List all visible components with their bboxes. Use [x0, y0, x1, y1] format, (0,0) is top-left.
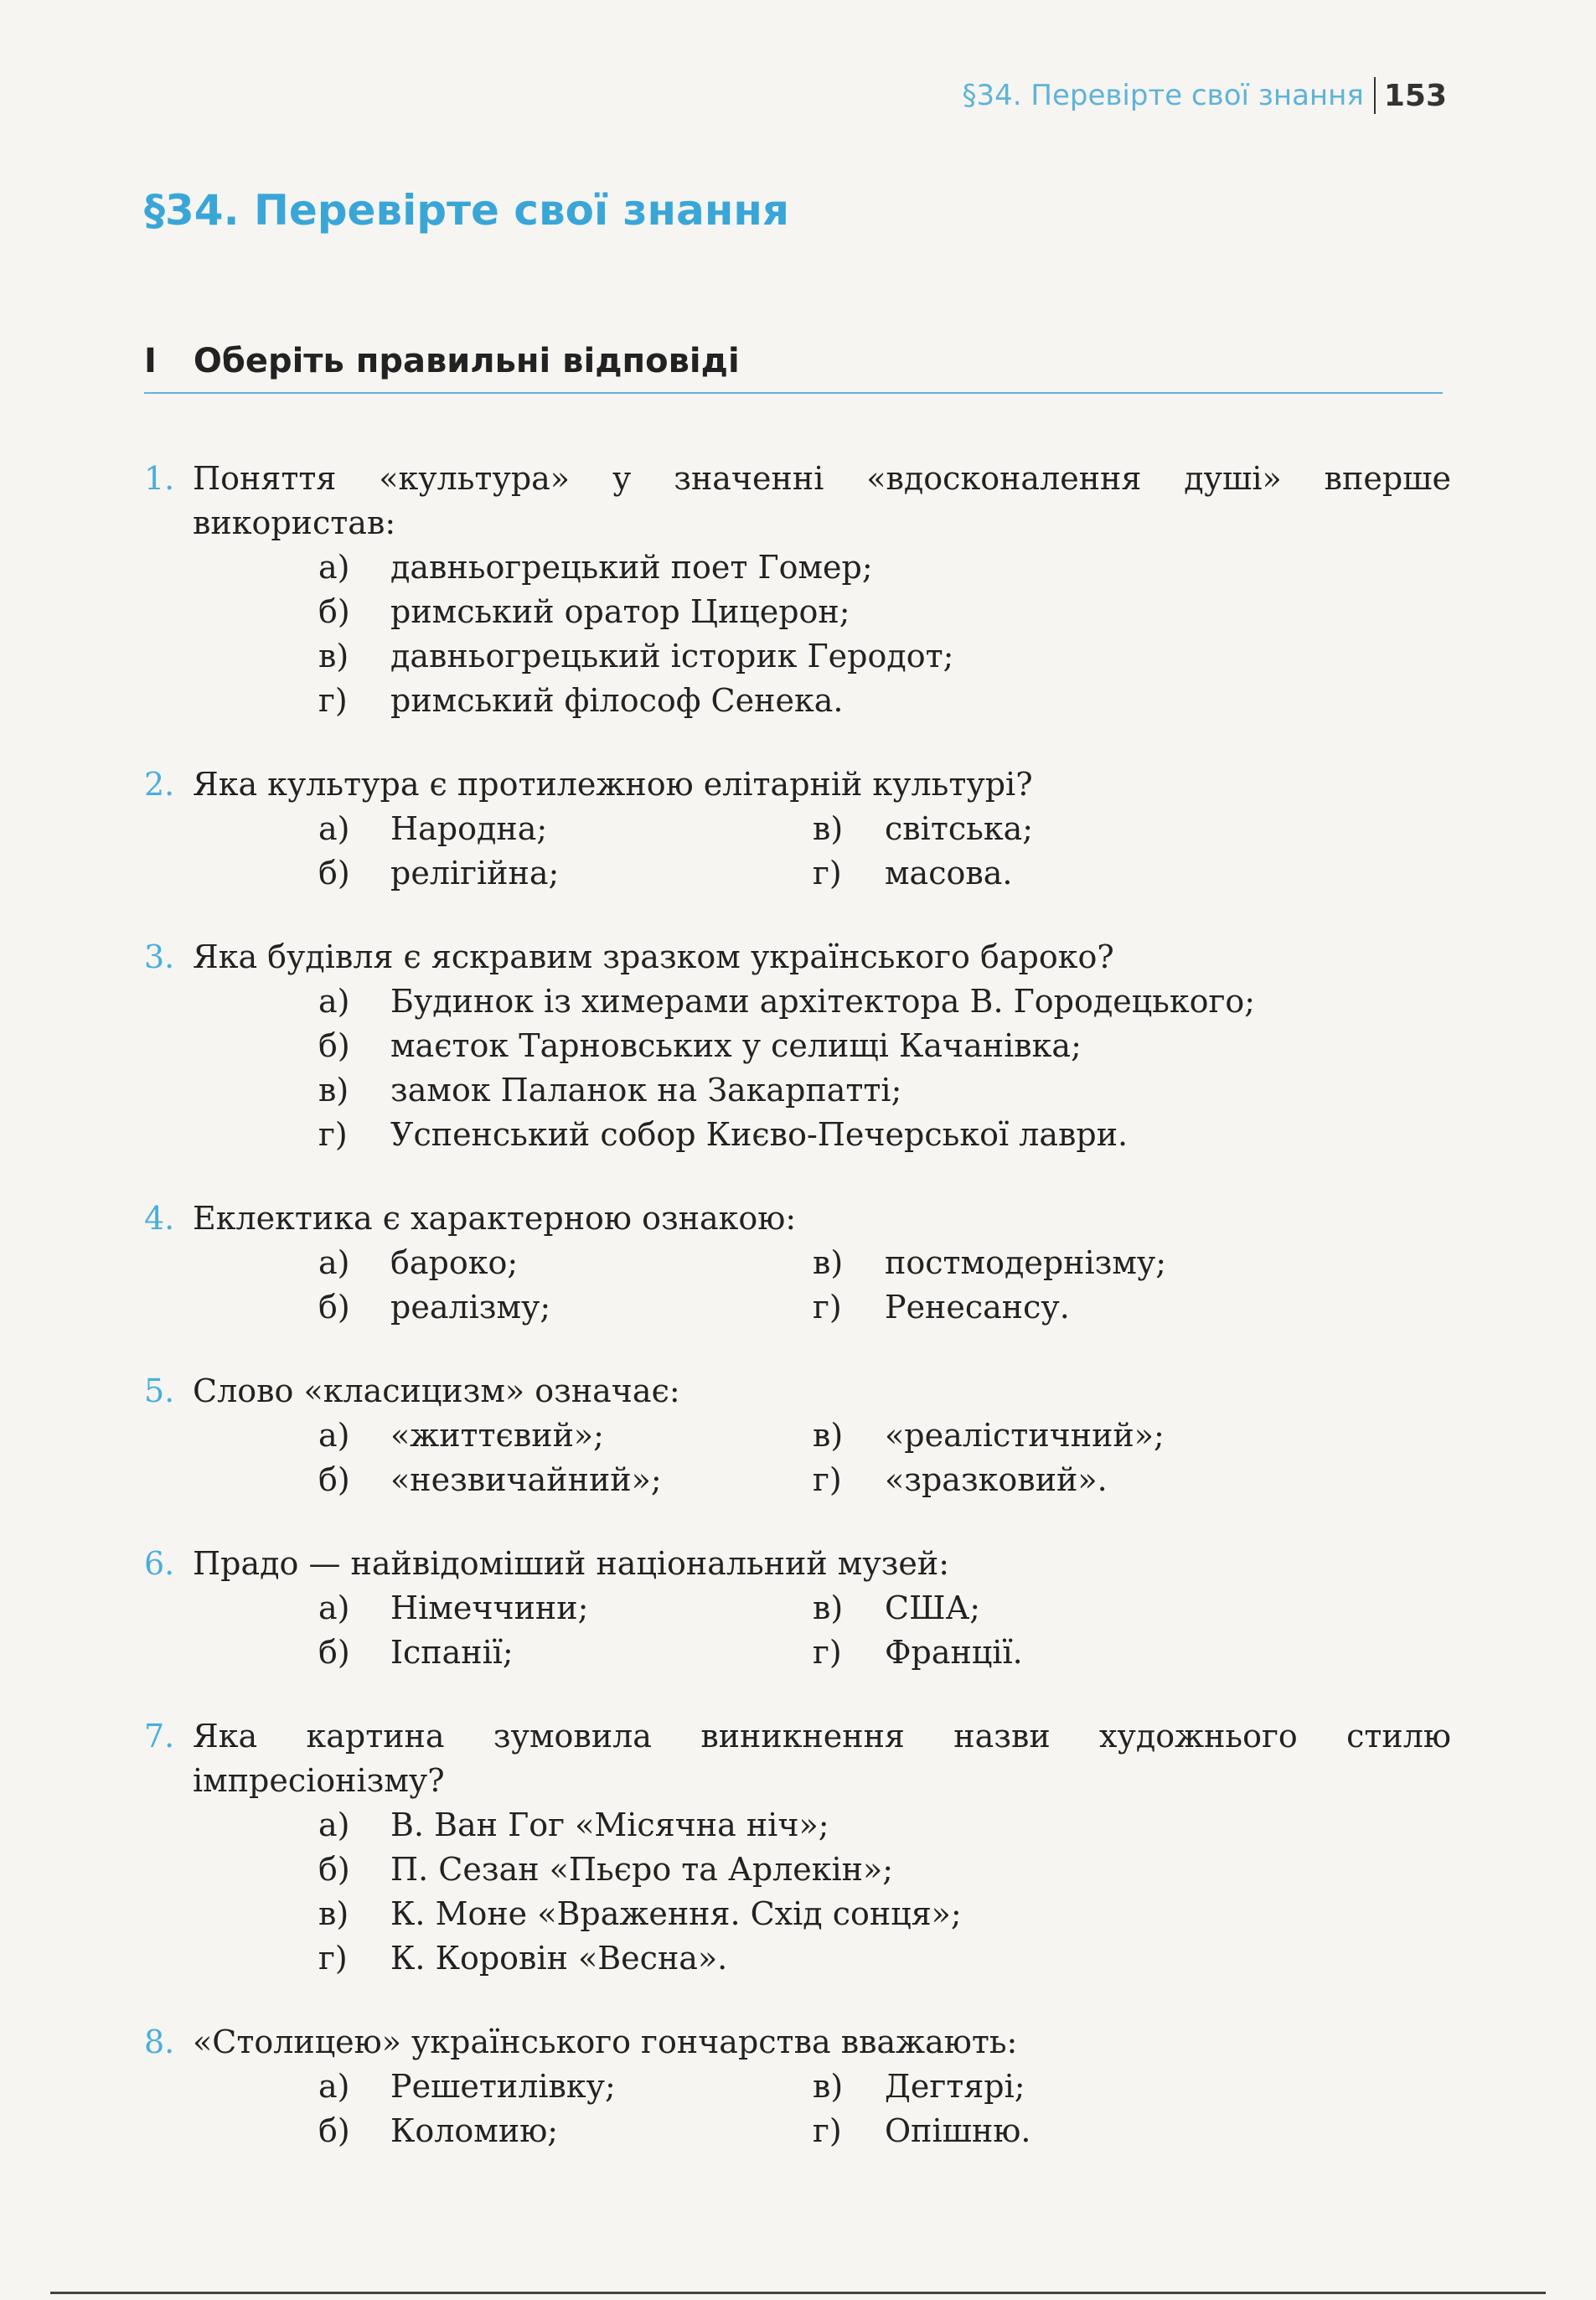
option-letter: а)	[318, 549, 350, 586]
answer-option	[318, 1458, 813, 1502]
option-text: маєток Тарновських у селищі Качанівка;	[390, 1027, 1082, 1064]
option-letter: а)	[318, 983, 350, 1020]
option-letter: б)	[318, 1634, 350, 1671]
option-letter: г)	[318, 1116, 348, 1153]
option-text: «реалістичний»;	[885, 1417, 1165, 1454]
option-letter: в)	[813, 1417, 844, 1454]
answer-option	[813, 2109, 1315, 2153]
section-heading	[144, 342, 1443, 394]
answer-options	[318, 807, 1451, 896]
option-letter: б)	[318, 1851, 350, 1888]
answer-option	[318, 1024, 1451, 1068]
answer-option	[318, 545, 1451, 590]
option-text: римський оратор Цицерон;	[390, 593, 850, 630]
option-letter: а)	[318, 1589, 350, 1626]
option-letter: в)	[813, 1244, 844, 1281]
option-text: К. Коровін «Весна».	[390, 1940, 728, 1977]
question-text: Поняття «культура» у значенні «вдосконалення душі» вперше використав:	[193, 460, 1451, 541]
answer-option	[318, 1285, 813, 1330]
answer-option	[318, 979, 1451, 1024]
answer-option	[318, 1113, 1451, 1157]
question-number: 2.	[144, 766, 175, 803]
answer-option	[318, 590, 1451, 634]
question-number: 3.	[144, 938, 175, 975]
option-letter: б)	[318, 1289, 350, 1326]
section-number: I	[144, 342, 157, 380]
option-text: США;	[885, 1589, 981, 1626]
option-text: реалізму;	[390, 1289, 551, 1326]
answer-options	[318, 1803, 1451, 1981]
option-text: К. Моне «Враження. Схід сонця»;	[390, 1895, 962, 1932]
bottom-rule	[50, 2292, 1546, 2294]
question-4	[144, 1197, 1451, 1330]
question-number: 7.	[144, 1718, 175, 1755]
option-letter: г)	[813, 1289, 842, 1326]
option-text: давньогрецький історик Геродот;	[390, 638, 954, 674]
answer-options	[318, 545, 1451, 723]
option-text: Ренесансу.	[885, 1289, 1070, 1326]
answer-option	[813, 1285, 1315, 1330]
question-6	[144, 1542, 1451, 1675]
answer-option	[318, 1586, 813, 1631]
option-text: Іспанії;	[390, 1634, 514, 1671]
question-1	[144, 457, 1451, 723]
question-list	[144, 457, 1451, 2193]
option-text: «життєвий»;	[390, 1417, 604, 1454]
option-letter: г)	[813, 1634, 842, 1671]
answer-options	[318, 1414, 1451, 1502]
option-text: римський філософ Сенека.	[390, 682, 844, 719]
option-text: «зразковий».	[885, 1461, 1108, 1498]
answer-option	[813, 807, 1315, 851]
question-text: Еклектика є характерною ознакою:	[193, 1200, 797, 1237]
answer-option	[318, 1892, 1451, 1936]
option-letter: г)	[813, 1461, 842, 1498]
question-5	[144, 1369, 1451, 1502]
option-letter: б)	[318, 1461, 350, 1498]
option-letter: а)	[318, 1417, 350, 1454]
answer-option	[318, 851, 813, 896]
running-title: §34. Перевірте свої знання	[962, 79, 1364, 112]
answer-option	[813, 851, 1315, 896]
option-letter: г)	[318, 682, 348, 719]
question-2	[144, 762, 1451, 896]
option-letter: в)	[318, 638, 349, 674]
answer-option	[318, 2065, 813, 2109]
question-text: «Столицею» українського гончарства вважають:	[193, 2023, 1018, 2060]
answer-options	[318, 2065, 1451, 2153]
option-letter: б)	[318, 855, 350, 892]
answer-option	[813, 1586, 1315, 1631]
answer-option	[813, 1458, 1315, 1502]
option-letter: в)	[318, 1895, 349, 1932]
header-divider	[1374, 77, 1376, 114]
question-text: Яка будівля є яскравим зразком українського бароко?	[193, 938, 1114, 975]
option-letter: а)	[318, 810, 350, 847]
option-text: світська;	[885, 810, 1034, 847]
option-letter: г)	[813, 2112, 842, 2149]
answer-option	[318, 1068, 1451, 1113]
question-number: 1.	[144, 460, 175, 497]
option-letter: б)	[318, 593, 350, 630]
option-letter: г)	[318, 1940, 348, 1977]
option-text: Решетилівку;	[390, 2068, 616, 2105]
option-text: постмодернізму;	[885, 1244, 1167, 1281]
option-text: масова.	[885, 855, 1013, 892]
question-number: 4.	[144, 1200, 175, 1237]
answer-option	[318, 1936, 1451, 1981]
question-text: Яка картина зумовила виникнення назви художнього стилю імпресіонізму?	[193, 1718, 1451, 1799]
page-title: §34. Перевірте свої знання	[144, 186, 790, 235]
answer-option	[318, 1414, 813, 1458]
option-text: замок Паланок на Закарпатті;	[390, 1072, 902, 1109]
option-letter: в)	[813, 2068, 844, 2105]
option-text: Німеччини;	[390, 1589, 589, 1626]
option-text: бароко;	[390, 1244, 519, 1281]
section-label: Оберіть правильні відповіді	[193, 342, 740, 380]
answer-option	[318, 1848, 1451, 1892]
option-letter: б)	[318, 2112, 350, 2149]
answer-option	[318, 2109, 813, 2153]
option-text: В. Ван Гог «Місячна ніч»;	[390, 1806, 829, 1843]
option-letter: б)	[318, 1027, 350, 1064]
option-text: Франції.	[885, 1634, 1023, 1671]
option-text: Опішню.	[885, 2112, 1031, 2149]
question-8	[144, 2020, 1451, 2153]
answer-option	[318, 1803, 1451, 1848]
answer-option	[813, 2065, 1315, 2109]
answer-option	[318, 1631, 813, 1675]
question-text: Яка культура є протилежною елітарній культурі?	[193, 766, 1033, 803]
option-text: Будинок із химерами архітектора В. Городецького;	[390, 983, 1256, 1020]
option-text: Народна;	[390, 810, 548, 847]
option-text: релігійна;	[390, 855, 560, 892]
page-number: 153	[1383, 78, 1447, 113]
option-text: давньогрецький поет Гомер;	[390, 549, 873, 586]
question-number: 6.	[144, 1545, 175, 1582]
option-letter: в)	[813, 810, 844, 847]
answer-option	[318, 1241, 813, 1285]
option-text: Дегтярі;	[885, 2068, 1025, 2105]
answer-option	[813, 1631, 1315, 1675]
option-text: Успенський собор Києво-Печерської лаври.	[390, 1116, 1129, 1153]
question-7	[144, 1714, 1451, 1981]
question-text: Слово «класицизм» означає:	[193, 1372, 680, 1409]
question-3	[144, 935, 1451, 1157]
answer-option	[813, 1414, 1315, 1458]
option-letter: в)	[318, 1072, 349, 1109]
answer-option	[318, 679, 1451, 723]
answer-option	[318, 634, 1451, 679]
answer-options	[318, 979, 1451, 1157]
question-number: 8.	[144, 2023, 175, 2060]
answer-option	[813, 1241, 1315, 1285]
option-letter: а)	[318, 1244, 350, 1281]
answer-option	[318, 807, 813, 851]
option-text: П. Сезан «Пьєро та Арлекін»;	[390, 1851, 894, 1888]
answer-options	[318, 1241, 1451, 1330]
answer-options	[318, 1586, 1451, 1675]
running-header	[963, 77, 1447, 114]
option-letter: г)	[813, 855, 842, 892]
option-letter: в)	[813, 1589, 844, 1626]
option-text: «незвичайний»;	[390, 1461, 662, 1498]
option-letter: а)	[318, 1806, 350, 1843]
option-letter: а)	[318, 2068, 350, 2105]
option-text: Коломию;	[390, 2112, 559, 2149]
question-text: Прадо — найвідоміший національний музей:	[193, 1545, 950, 1582]
question-number: 5.	[144, 1372, 175, 1409]
